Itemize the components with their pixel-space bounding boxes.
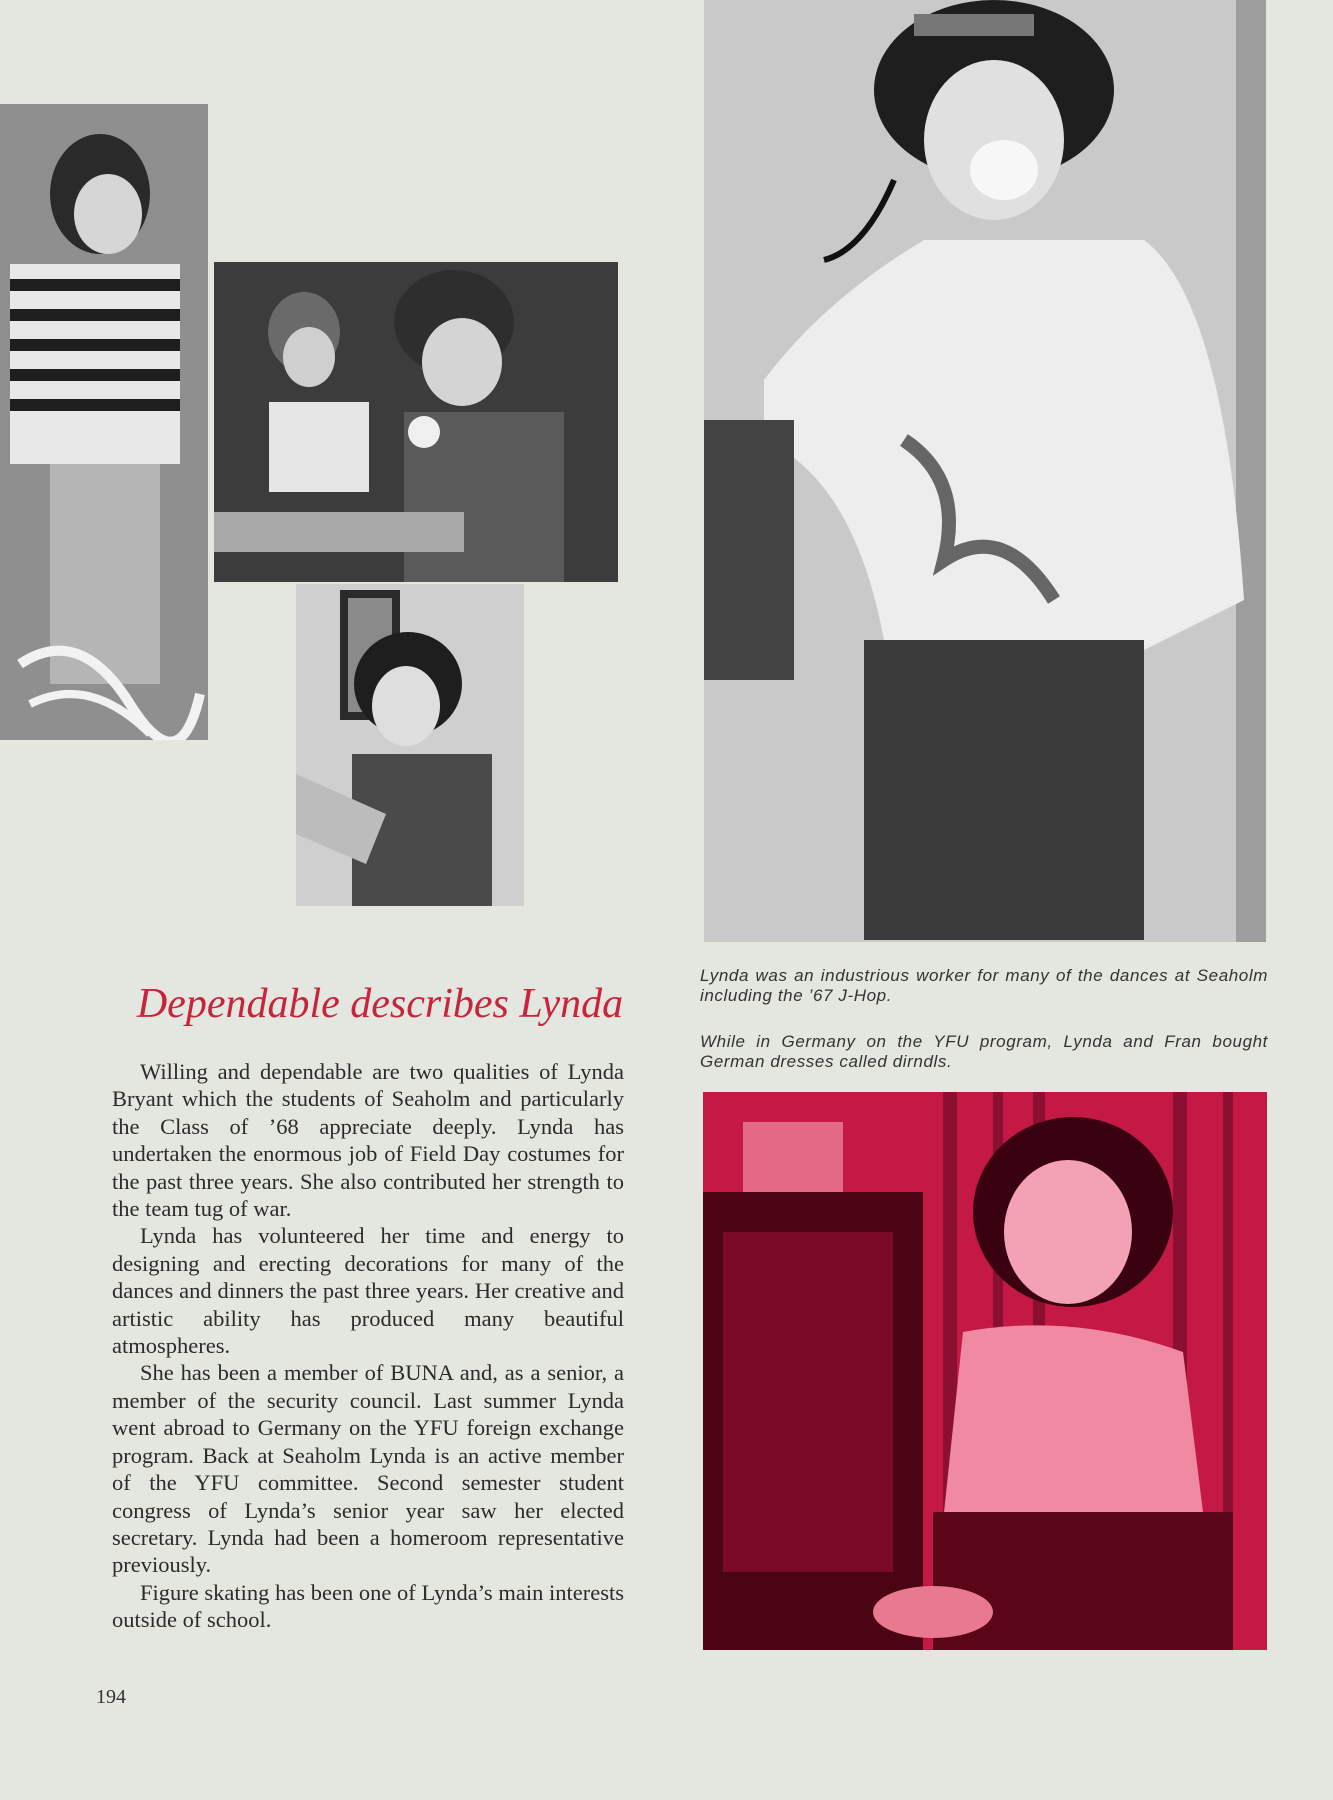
photo-dirndl-duotone-art (703, 1092, 1267, 1650)
caption-worker: Lynda was an industrious worker for many of the dances at Seaholm including the ’67 J-Hop. (700, 966, 1268, 1005)
photo-striped-sweater (0, 104, 208, 740)
caption-germany: While in Germany on the YFU program, Lynda and Fran bought German dresses called dirndls. (700, 1032, 1268, 1071)
photo-striped-sweater-art (0, 104, 208, 740)
article-paragraph: Figure skating has been one of Lynda’s main interests outside of school. (112, 1579, 624, 1633)
article-body (112, 1058, 624, 1634)
article-paragraph: She has been a member of BUNA and, as a senior, a member of the security council. Last summer Lynda went abroad to Germany on the YFU foreign exchange program. Back at Seaholm Lynda is an active member of the YFU committee. Second semester student congress of Lynda’s senior year saw her elected secretary. Lynda had been a homeroom representative previously. (112, 1360, 624, 1578)
photo-tape-worker (704, 0, 1266, 942)
photo-dinner-table-art (214, 262, 618, 582)
article-paragraph: Lynda has volunteered her time and energy to designing and erecting decorations for many of the dances and dinners the past three years. Her creative and artistic ability has produced many beautiful atmospheres. (112, 1223, 624, 1359)
photo-reading (296, 584, 524, 906)
article-heading: Dependable describes Lynda (136, 981, 624, 1027)
photo-reading-art (296, 584, 524, 906)
photo-dirndl-duotone (703, 1092, 1267, 1650)
page-number: 194 (96, 1686, 126, 1708)
photo-dinner-table (214, 262, 618, 582)
photo-tape-worker-art (704, 0, 1266, 942)
article-paragraph: Willing and dependable are two qualities of Lynda Bryant which the students of Seaholm and particularly the Class of ’68 appreciate deeply. Lynda has undertaken the enormous job of Field Day costumes for the past three years. She also contributed her strength to the team tug of war. (112, 1059, 624, 1222)
